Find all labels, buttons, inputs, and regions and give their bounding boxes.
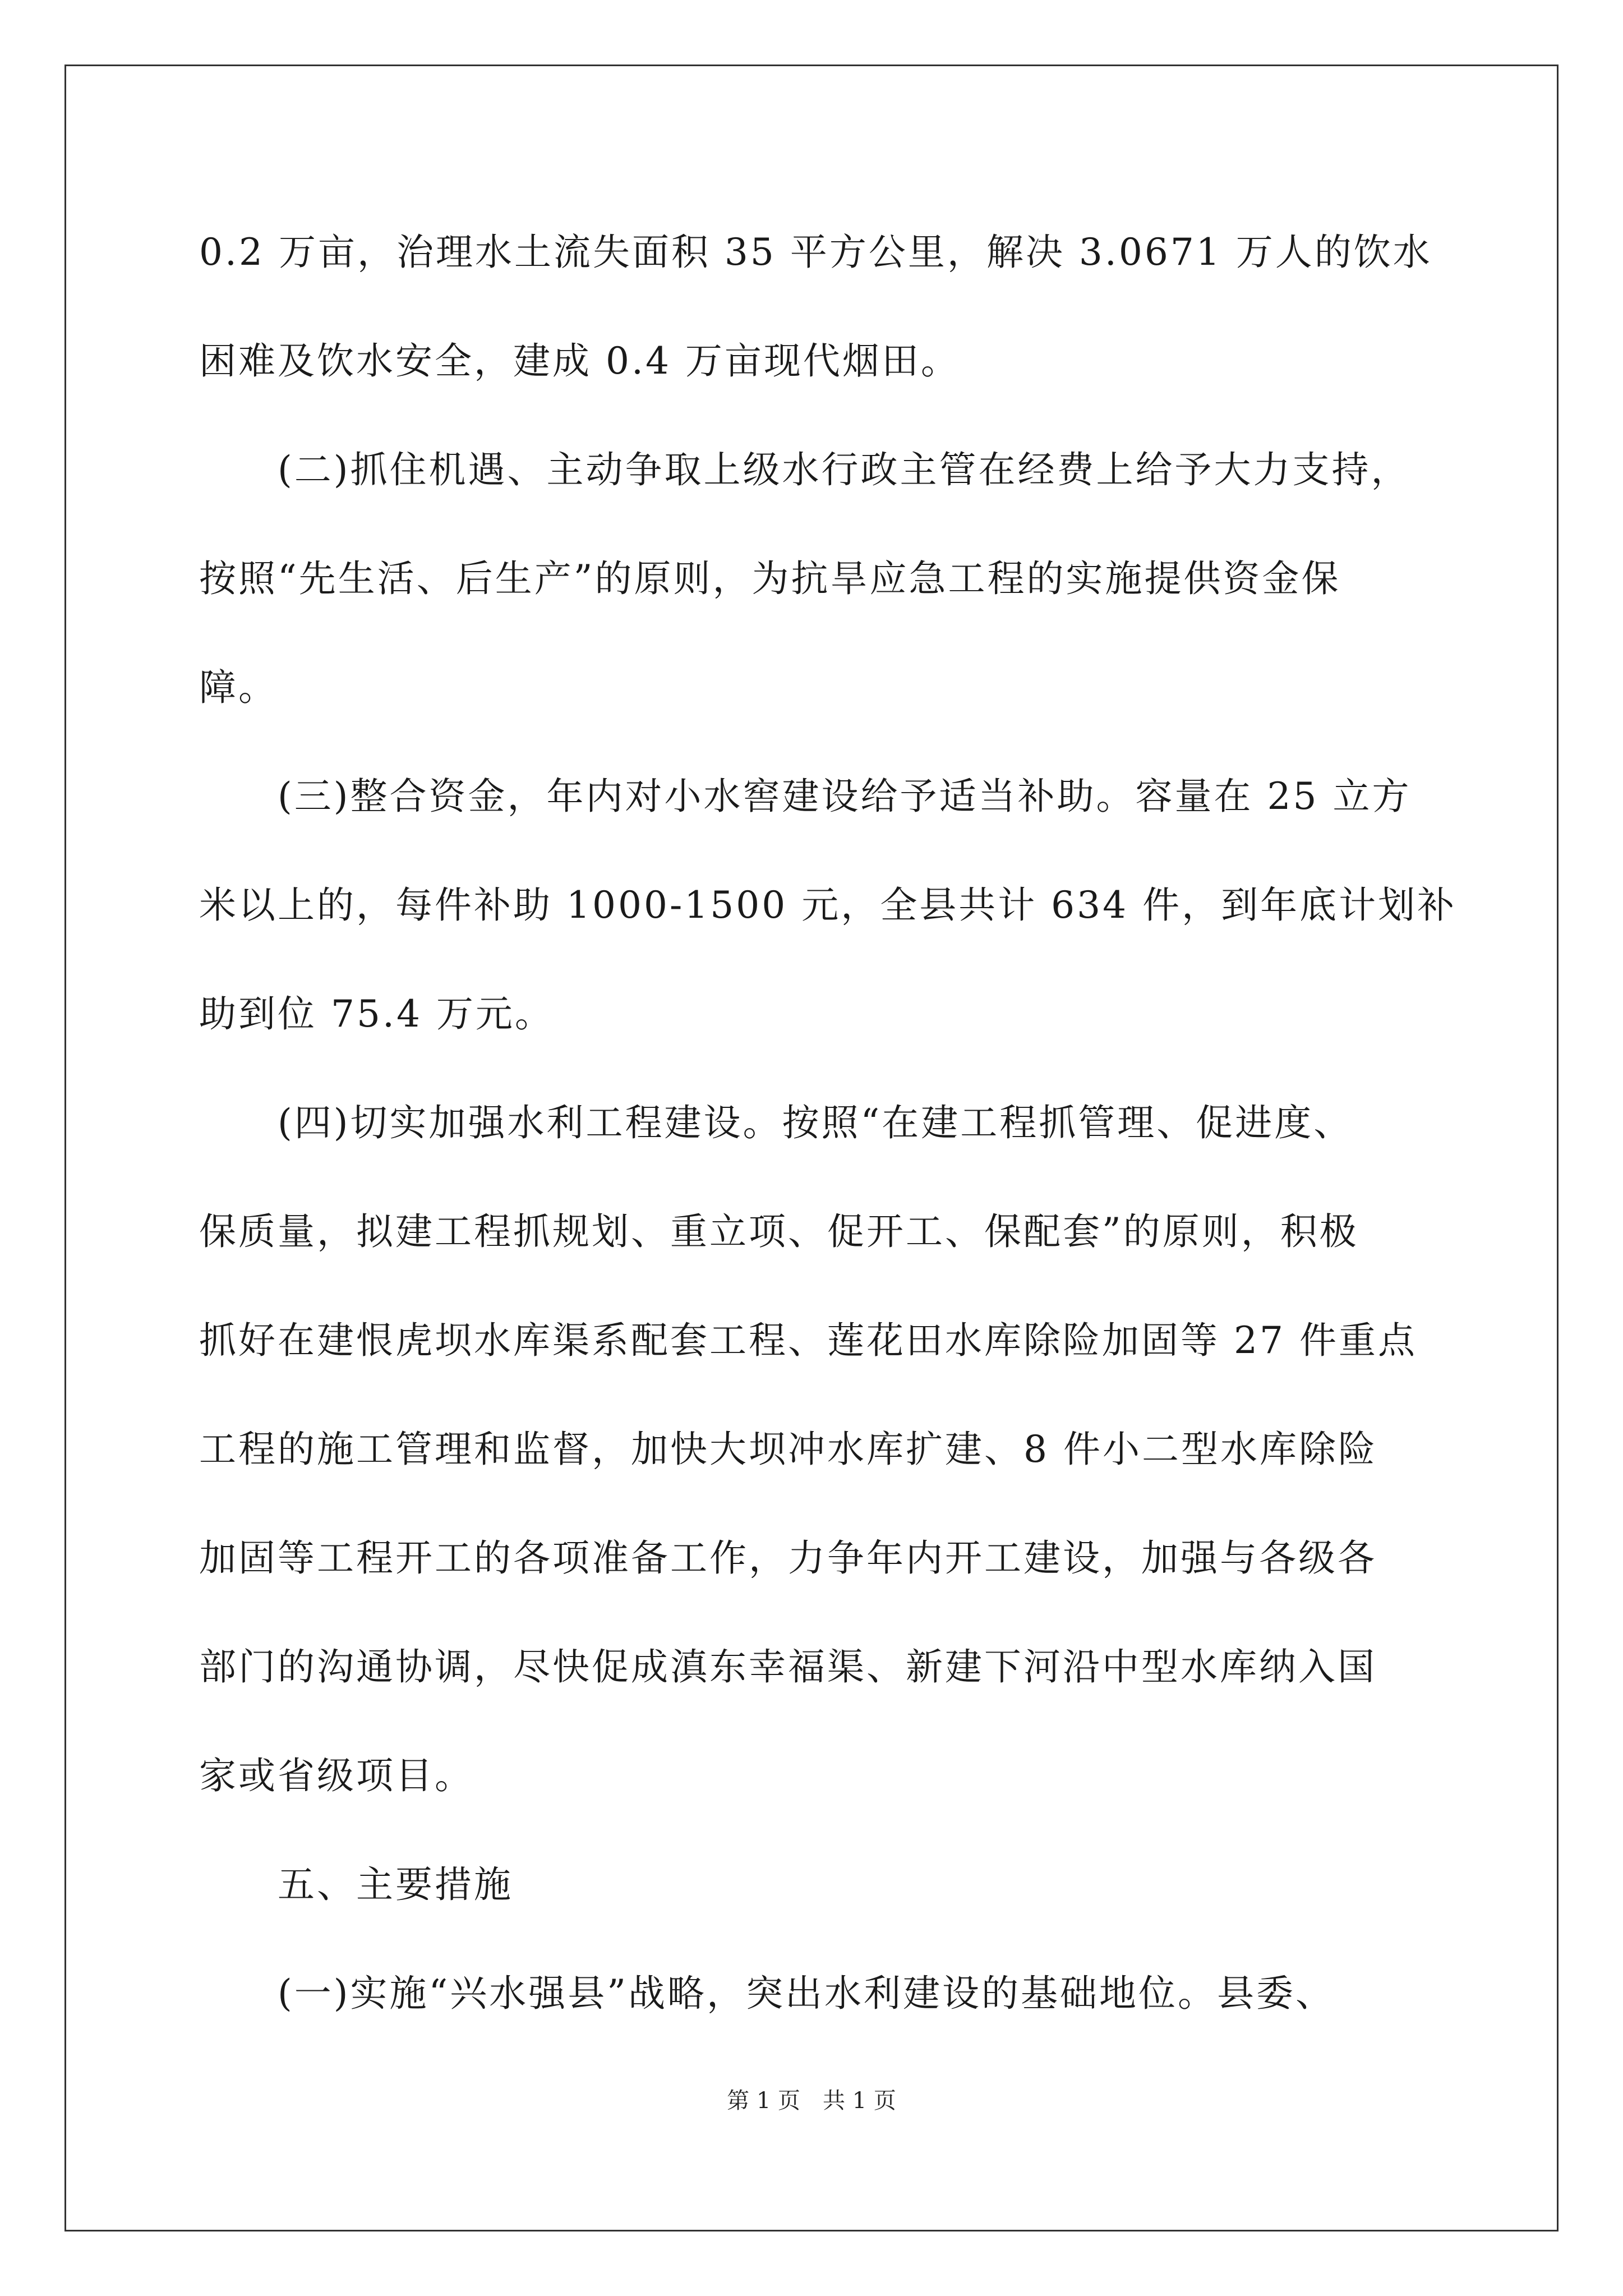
text-line: 加固等工程开工的各项准备工作，力争年内开工建设，加强与各级各 bbox=[199, 1536, 1377, 1580]
text-line: 抓好在建恨虎坝水库渠系配套工程、莲花田水库除险加固等 27 件重点 bbox=[199, 1319, 1417, 1362]
text-line: 保质量，拟建工程抓规划、重立项、促开工、保配套”的原则，积极 bbox=[199, 1210, 1359, 1253]
text-line: 米以上的，每件补助 1000-1500 元，全县共计 634 件，到年底计划补 bbox=[199, 884, 1457, 927]
text-line: 家或省级项目。 bbox=[199, 1754, 474, 1797]
text-line: 工程的施工管理和监督，加快大坝冲水库扩建、8 件小二型水库除险 bbox=[199, 1428, 1377, 1471]
text-line: (四)切实加强水利工程建设。按照“在建工程抓管理、促进度、 bbox=[199, 1101, 1353, 1144]
text-line: 障。 bbox=[199, 666, 278, 709]
text-line: (二)抓住机遇、主动争取上级水行政主管在经费上给予大力支持， bbox=[199, 448, 1410, 491]
text-line: (一)实施“兴水强县”战略，突出水利建设的基础地位。县委、 bbox=[199, 1972, 1335, 2015]
section-heading: 五、主要措施 bbox=[199, 1863, 513, 1906]
text-line: 困难及饮水安全，建成 0.4 万亩现代烟田。 bbox=[199, 339, 960, 383]
page-number-footer: 第 1 页 共 1 页 bbox=[727, 2088, 896, 2114]
text-line: 按照“先生活、后生产”的原则，为抗旱应急工程的实施提供资金保 bbox=[199, 557, 1341, 600]
text-line: 部门的沟通协调，尽快促成滇东幸福渠、新建下河沿中型水库纳入国 bbox=[199, 1645, 1377, 1688]
text-line: 0.2 万亩，治理水土流失面积 35 平方公里，解决 3.0671 万人的饮水 bbox=[199, 231, 1432, 274]
text-line: 助到位 75.4 万元。 bbox=[199, 992, 554, 1036]
text-line: (三)整合资金，年内对小水窖建设给予适当补助。容量在 25 立方 bbox=[199, 775, 1412, 818]
document-body bbox=[199, 219, 1457, 2069]
